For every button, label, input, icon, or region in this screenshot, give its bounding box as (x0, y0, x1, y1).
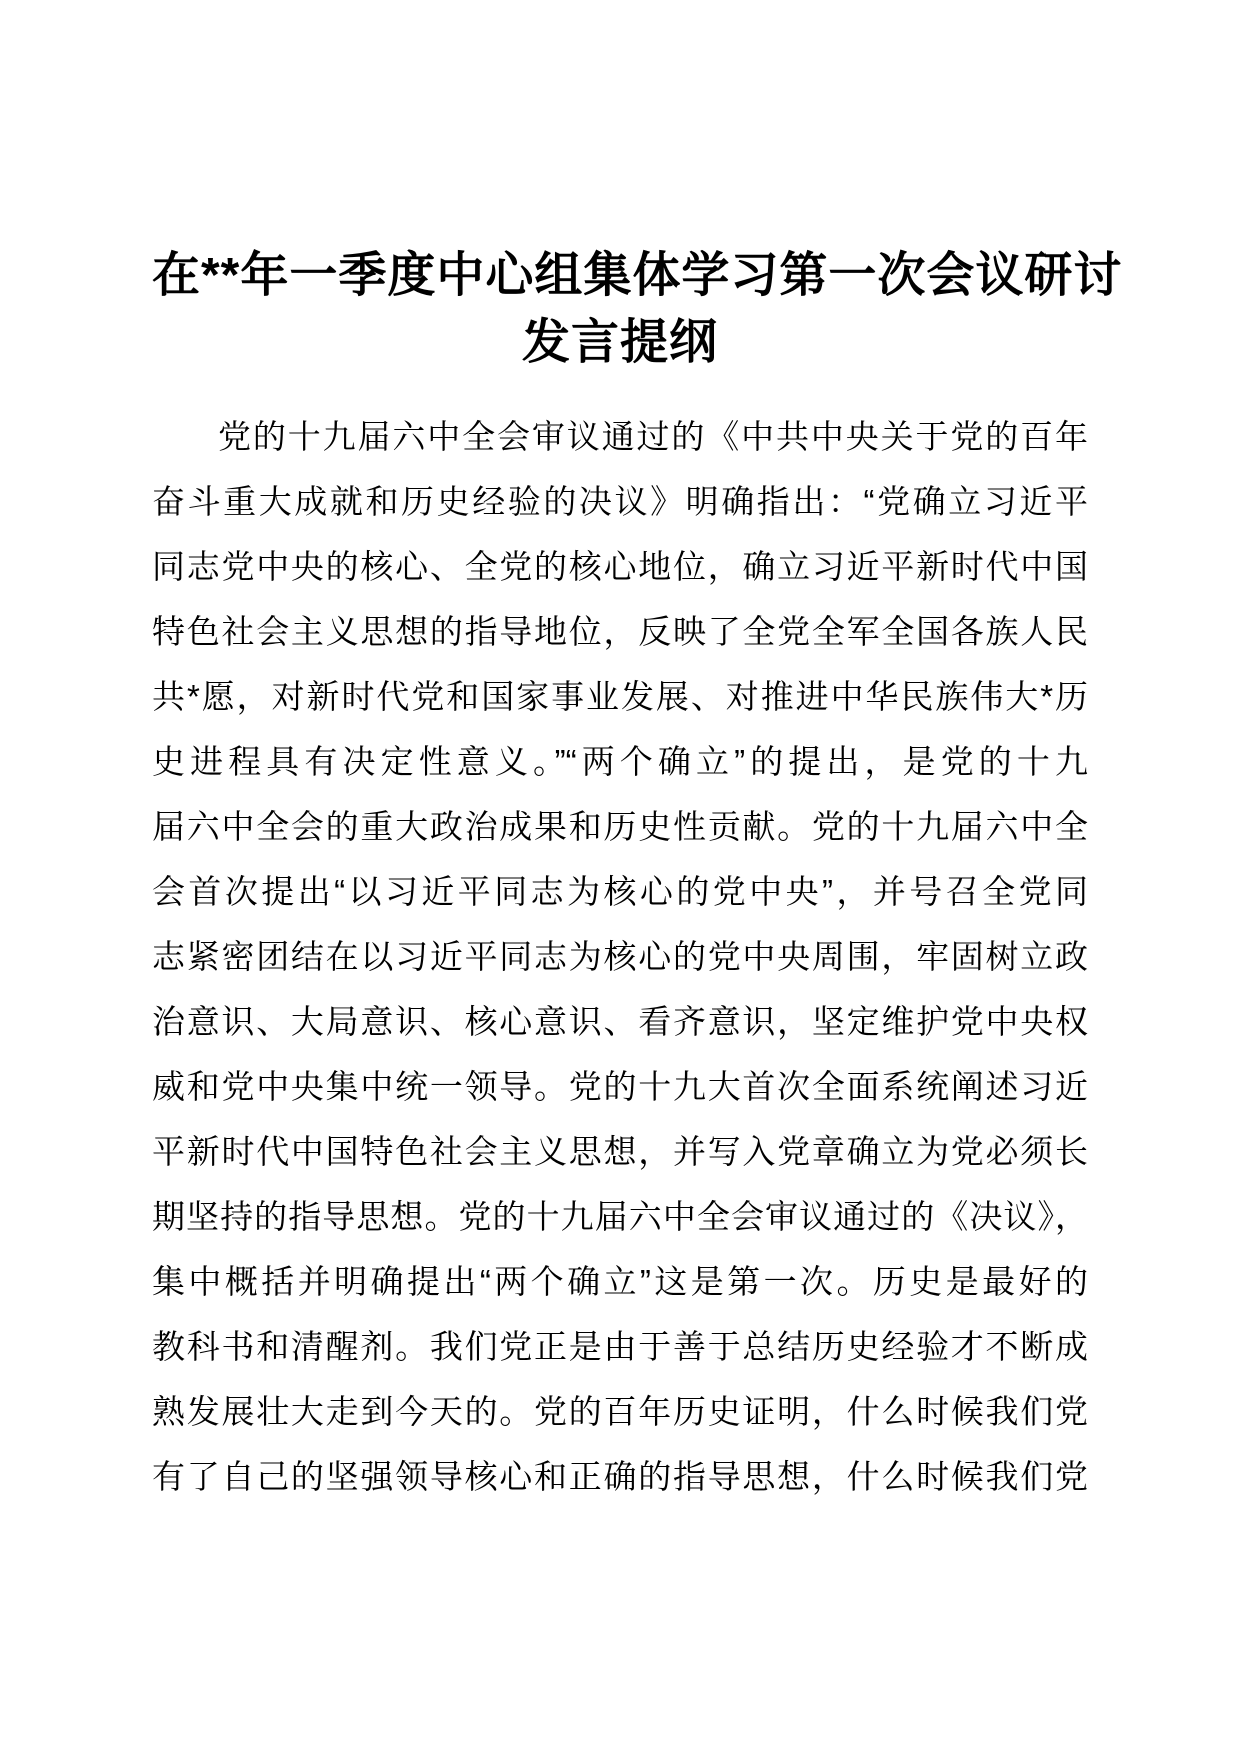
body-text-line: 特色社会主义思想的指导地位，反映了全党全军全国各族人民 (152, 613, 1088, 650)
body-text-line: 有了自己的坚强领导核心和正确的指导思想，什么时候我们党 (152, 1458, 1088, 1495)
body-text-line: 志紧密团结在以习近平同志为核心的党中央周围，牢固树立政 (152, 938, 1088, 975)
document-title (152, 242, 1123, 376)
body-text-line: 党的十九届六中全会审议通过的《中共中央关于党的百年 (218, 418, 1088, 455)
body-text-line: 集中概括并明确提出“两个确立”这是第一次。历史是最好的 (152, 1263, 1088, 1300)
body-text-line: 期坚持的指导思想。党的十九届六中全会审议通过的《决议》， (152, 1198, 1088, 1235)
body-text-line: 威和党中央集中统一领导。党的十九大首次全面系统阐述习近 (152, 1068, 1088, 1105)
body-text-line: 会首次提出“以习近平同志为核心的党中央”，并号召全党同 (152, 873, 1088, 910)
document-title-line-2: 发言提纲 (521, 316, 718, 369)
body-text-line: 平新时代中国特色社会主义思想，并写入党章确立为党必须长 (152, 1133, 1088, 1170)
body-text-line: 共*愿，对新时代党和国家事业发展、对推进中华民族伟大*历 (152, 678, 1088, 715)
body-text-line: 史进程具有决定性意义。”“两个确立”的提出，是党的十九 (152, 743, 1088, 780)
body-text-line: 届六中全会的重大政治成果和历史性贡献。党的十九届六中全 (152, 808, 1088, 845)
body-text-line: 同志党中央的核心、全党的核心地位，确立习近平新时代中国 (152, 548, 1088, 585)
document-body-paragraph (152, 404, 1088, 1509)
document-title-line-1: 在**年一季度中心组集体学习第一次会议研讨 (152, 249, 1123, 302)
body-text-line: 奋斗重大成就和历史经验的决议》明确指出：“党确立习近平 (152, 483, 1088, 520)
body-text-line: 熟发展壮大走到今天的。党的百年历史证明，什么时候我们党 (152, 1393, 1088, 1430)
body-text-line: 治意识、大局意识、核心意识、看齐意识，坚定维护党中央权 (152, 1003, 1088, 1040)
body-text-line: 教科书和清醒剂。我们党正是由于善于总结历史经验才不断成 (152, 1328, 1088, 1365)
